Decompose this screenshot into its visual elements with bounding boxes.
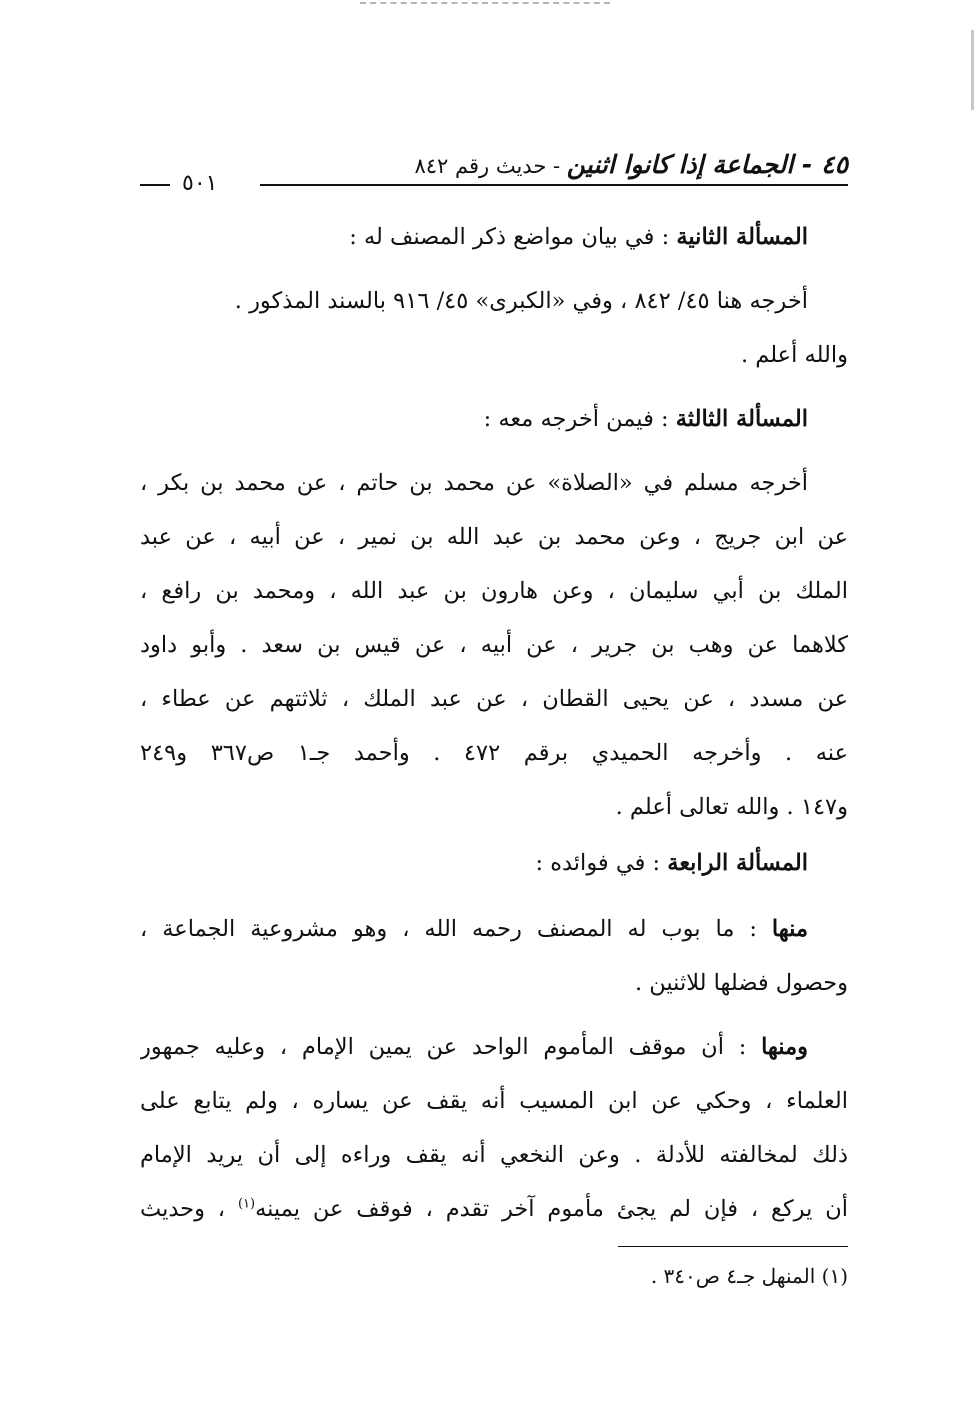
- section-4-heading-text: : في فوائده :: [535, 850, 668, 876]
- paragraph-line: ذلك لمخالفته للأدلة . وعن النخعي أنه يقف وراءه إلى أن يريد الإمام: [140, 1142, 848, 1168]
- paragraph-line: أخرجه هنا ٤٥/ ٨٤٢ ، وفي «الكبرى» ٤٥/ ٩١٦ بالسند المذكور .: [234, 288, 808, 314]
- section-2: [140, 210, 848, 264]
- header-chapter-title: ٤٥ - الجماعة إذا كانوا اثنين: [566, 150, 848, 179]
- header-hadith-number: - حديث رقم ٨٤٢: [414, 154, 567, 178]
- paragraph-line: و١٤٧ . والله تعالى أعلم .: [615, 794, 848, 820]
- paragraph-line: العلماء ، وحكي عن ابن المسيب أنه يقف عن يساره ، ولم يتابع على: [140, 1088, 848, 1114]
- page-number: ٥٠١: [182, 171, 218, 196]
- header-title: [414, 148, 848, 183]
- page-number-rule: [140, 184, 170, 186]
- section-3-heading: [140, 392, 848, 446]
- benefit-2: [140, 1020, 848, 1236]
- scan-edge-mark: [971, 30, 974, 110]
- footnote-marker[interactable]: (١): [237, 1196, 256, 1212]
- paragraph-line: الملك بن أبي سليمان ، وعن هارون بن عبد الله ، ومحمد بن رافع ،: [140, 578, 848, 604]
- section-4: [140, 836, 848, 890]
- benefit-2-label: ومنها: [761, 1034, 808, 1060]
- footnote: (١) المنهل جـ٤ ص٣٤٠ .: [650, 1264, 848, 1288]
- section-3-heading-text: : فيمن أخرجه معه :: [483, 406, 676, 432]
- benefit-2-continuation: ، وحديث: [140, 1196, 238, 1222]
- section-2-body: [140, 274, 848, 382]
- section-4-label: المسألة الرابعة: [667, 850, 808, 876]
- benefit-1-label: منها: [771, 916, 808, 942]
- section-4-heading: [140, 836, 848, 890]
- paragraph-line: [140, 1020, 848, 1074]
- section-2-label: المسألة الثانية: [676, 224, 808, 250]
- footnote-rule: [618, 1246, 848, 1247]
- section-3: [140, 392, 848, 446]
- paragraph-line: وحصول فضلها للاثنين .: [634, 970, 848, 996]
- scan-top-mark: [360, 2, 610, 4]
- section-3-body: [140, 456, 848, 834]
- section-3-label: المسألة الثالثة: [675, 406, 808, 432]
- paragraph-line: كلاهما عن وهب بن جرير ، عن أبيه ، عن قيس بن سعد . وأبو داود: [140, 632, 848, 658]
- paragraph-line: عنه . وأخرجه الحميدي برقم ٤٧٢ . وأحمد جـ١ ص٣٦٧ و٢٤٩: [140, 740, 848, 766]
- paragraph-line: عن ابن جريج ، وعن محمد بن عبد الله بن نمير ، عن أبيه ، عن عبد: [140, 524, 848, 550]
- paragraph-line: عن مسدد ، عن يحيى القطان ، عن عبد الملك ، ثلاثتهم عن عطاء ،: [140, 686, 848, 712]
- header-rule: [260, 184, 848, 186]
- benefit-1: [140, 902, 848, 1010]
- benefit-1-text: : ما بوب له المصنف رحمه الله ، وهو مشروعية الجماعة ،: [140, 916, 772, 942]
- benefit-2-text: : أن موقف المأموم الواحد عن يمين الإمام ، وعليه جمهور: [140, 1034, 762, 1060]
- section-2-heading: [140, 210, 848, 264]
- paragraph-line: [140, 1182, 848, 1236]
- section-2-heading-text: : في بيان مواضع ذكر المصنف له :: [349, 224, 677, 250]
- paragraph-line: والله أعلم .: [740, 342, 848, 368]
- paragraph-line: أخرجه مسلم في «الصلاة» عن محمد بن حاتم ، عن محمد بن بكر ،: [140, 470, 808, 496]
- paragraph-line: [140, 902, 848, 956]
- benefit-2-last-text: أن يركع ، فإن لم يجئ مأموم آخر تقدم ، فوقف عن يمينه: [255, 1196, 848, 1222]
- running-header: [120, 148, 848, 196]
